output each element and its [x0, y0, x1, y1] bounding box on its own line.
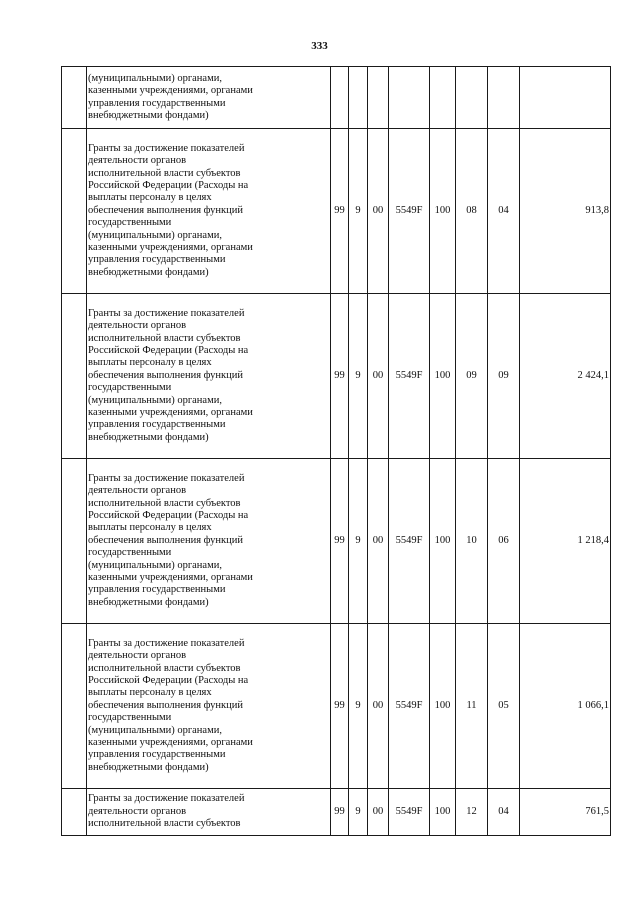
amount-cell: 761,5 [520, 789, 611, 836]
pgp-code-cell: 9 [349, 459, 368, 624]
row-number-cell [62, 789, 87, 836]
description-text: Гранты за достижение показателей деятельности органов исполнительной власти субъектов [88, 793, 245, 830]
table-row [62, 129, 611, 294]
direction-code-cell: 5549F [389, 129, 430, 294]
table-row [62, 789, 611, 836]
section-cell: 10 [456, 459, 488, 624]
section-cell: 09 [456, 294, 488, 459]
description-text: (муниципальными) органами, казенными учреждениями, органами управления государственными внебюджетными фондами) [88, 72, 253, 121]
amount-cell [520, 67, 611, 129]
section-cell [456, 67, 488, 129]
amount-cell: 2 424,1 [520, 294, 611, 459]
subsection-cell: 04 [488, 789, 520, 836]
om-code-cell [368, 67, 389, 129]
gp-code-cell: 99 [331, 459, 349, 624]
row-number-cell [62, 67, 87, 129]
expense-type-cell [430, 67, 456, 129]
page-number: 333 [311, 40, 328, 52]
expense-type-cell: 100 [430, 459, 456, 624]
description-cell [87, 67, 331, 129]
expense-type-cell: 100 [430, 624, 456, 789]
section-cell: 08 [456, 129, 488, 294]
description-text: Гранты за достижение показателей деятельности органов исполнительной власти субъектов Российской Федерации (Расходы на выплаты персоналу в целях обеспечения выполнения функций государственными (муниципальными) органами, казенными учреждениями, органами управления государственными внебюджетными фондами) [88, 637, 253, 773]
amount-cell: 1 218,4 [520, 459, 611, 624]
om-code-cell: 00 [368, 129, 389, 294]
budget-table [61, 66, 611, 836]
amount-cell: 913,8 [520, 129, 611, 294]
pgp-code-cell: 9 [349, 624, 368, 789]
table-row [62, 67, 611, 129]
gp-code-cell: 99 [331, 624, 349, 789]
section-cell: 12 [456, 789, 488, 836]
description-text: Гранты за достижение показателей деятельности органов исполнительной власти субъектов Российской Федерации (Расходы на выплаты персоналу в целях обеспечения выполнения функций государственными (муниципальными) органами, казенными учреждениями, органами управления государственными внебюджетными фондами) [88, 142, 253, 278]
row-number-cell [62, 129, 87, 294]
direction-code-cell [389, 67, 430, 129]
om-code-cell: 00 [368, 789, 389, 836]
pgp-code-cell [349, 67, 368, 129]
description-cell [87, 294, 331, 459]
table-row [62, 294, 611, 459]
description-cell [87, 789, 331, 836]
expense-type-cell: 100 [430, 129, 456, 294]
row-number-cell [62, 294, 87, 459]
description-cell [87, 459, 331, 624]
description-cell [87, 129, 331, 294]
pgp-code-cell: 9 [349, 129, 368, 294]
description-text: Гранты за достижение показателей деятельности органов исполнительной власти субъектов Российской Федерации (Расходы на выплаты персоналу в целях обеспечения выполнения функций государственными (муниципальными) органами, казенными учреждениями, органами управления государственными внебюджетными фондами) [88, 307, 253, 443]
subsection-cell: 04 [488, 129, 520, 294]
gp-code-cell [331, 67, 349, 129]
direction-code-cell: 5549F [389, 459, 430, 624]
gp-code-cell: 99 [331, 129, 349, 294]
direction-code-cell: 5549F [389, 789, 430, 836]
description-cell [87, 624, 331, 789]
table-row [62, 624, 611, 789]
direction-code-cell: 5549F [389, 294, 430, 459]
amount-cell: 1 066,1 [520, 624, 611, 789]
row-number-cell [62, 624, 87, 789]
row-number-cell [62, 459, 87, 624]
subsection-cell: 05 [488, 624, 520, 789]
expense-type-cell: 100 [430, 294, 456, 459]
subsection-cell: 06 [488, 459, 520, 624]
om-code-cell: 00 [368, 624, 389, 789]
subsection-cell: 09 [488, 294, 520, 459]
om-code-cell: 00 [368, 294, 389, 459]
pgp-code-cell: 9 [349, 294, 368, 459]
expense-type-cell: 100 [430, 789, 456, 836]
om-code-cell: 00 [368, 459, 389, 624]
section-cell: 11 [456, 624, 488, 789]
subsection-cell [488, 67, 520, 129]
pgp-code-cell: 9 [349, 789, 368, 836]
description-text: Гранты за достижение показателей деятельности органов исполнительной власти субъектов Российской Федерации (Расходы на выплаты персоналу в целях обеспечения выполнения функций государственными (муниципальными) органами, казенными учреждениями, органами управления государственными внебюджетными фондами) [88, 472, 253, 608]
gp-code-cell: 99 [331, 294, 349, 459]
gp-code-cell: 99 [331, 789, 349, 836]
direction-code-cell: 5549F [389, 624, 430, 789]
table-row [62, 459, 611, 624]
